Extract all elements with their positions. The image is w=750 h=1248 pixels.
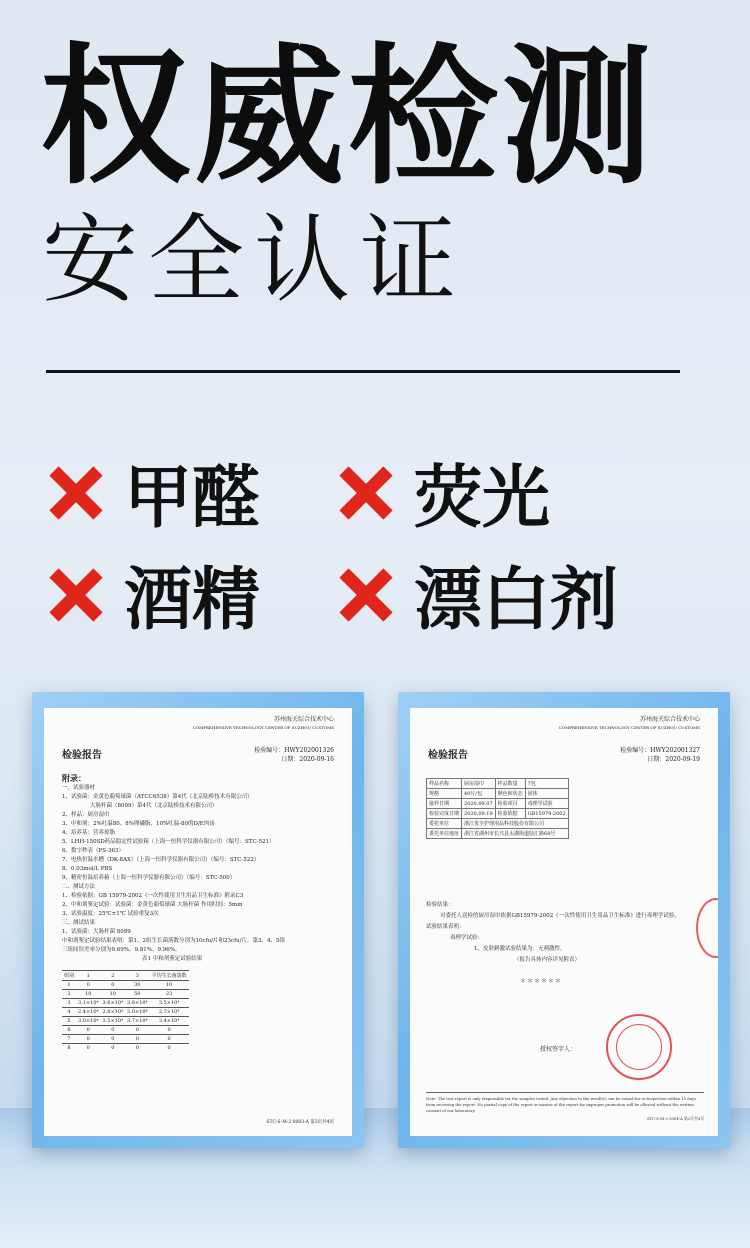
official-seal-icon bbox=[606, 1014, 672, 1080]
table-row bbox=[427, 829, 569, 839]
report-footer: STC-S-M-2 0003-A 第3页共4页 bbox=[266, 1120, 334, 1125]
divider-line bbox=[46, 370, 680, 373]
report-line: 7、电热恒温水槽（DK-8AX）（上海一恒科学仪器有限公司）（编号：STC-522） bbox=[62, 857, 260, 863]
report-number: 检验编号：HWY202001326 bbox=[254, 747, 334, 754]
table-header: 1 bbox=[76, 971, 101, 981]
table-cell: 2.7×10⁴ bbox=[150, 1008, 189, 1017]
table-cell: 2 bbox=[62, 990, 76, 999]
report-line: 试验结果表明： bbox=[426, 924, 465, 930]
table-cell: 8 bbox=[62, 1044, 76, 1053]
table-cell: 毒理学试验 bbox=[525, 799, 568, 809]
appendix-heading: 附录： bbox=[62, 773, 86, 783]
table-cell: 50 bbox=[125, 990, 150, 999]
end-marker: ＊＊＊＊＊＊ bbox=[520, 978, 563, 985]
result-table bbox=[62, 970, 189, 1052]
report-body bbox=[62, 772, 336, 964]
table-cell: 0 bbox=[101, 981, 126, 990]
report-line: 一、试验器材 bbox=[62, 785, 96, 791]
disclaimer-text: Note: The test report is only responsible for the samples tested. Any objection to the result(s) can be raised for re-inspection within 15 days from receiving the report. No partial copy of the report or misuse of the report for improper promotion will be allowed without the written consent of our laboratory. bbox=[426, 1096, 697, 1113]
report-line: 8、0.03mol/L PBS bbox=[62, 866, 113, 872]
report-line: 1、检验依据：GB 15979-2002《一次性使用卫生用品卫生标准》附录C3 bbox=[62, 893, 244, 899]
feature-label: 甲醛 bbox=[124, 459, 261, 538]
feature-label: 酒精 bbox=[124, 561, 261, 640]
table-cell: 颜色和状态 bbox=[495, 789, 525, 799]
cross-icon bbox=[334, 461, 398, 525]
table-cell: 0 bbox=[76, 981, 101, 990]
org-header bbox=[559, 716, 700, 732]
disclaimer bbox=[426, 1092, 704, 1122]
table-row bbox=[62, 1035, 189, 1044]
org-name-cn: 苏州海关综合技术中心 bbox=[639, 716, 700, 723]
report-line: （报告具体内容详见附表） bbox=[514, 957, 581, 963]
table-cell: 3.7×10⁴ bbox=[127, 1018, 148, 1024]
report-frame-left bbox=[32, 692, 364, 1148]
table-row bbox=[427, 809, 569, 819]
table-cell: 3.0×10⁴ bbox=[78, 1018, 99, 1024]
table-cell: 样品名称 bbox=[427, 779, 462, 789]
table-cell: 0 bbox=[76, 1035, 101, 1044]
table-cell: 3.6×10⁴ bbox=[102, 1000, 124, 1006]
table-cell: 检验完成日期 bbox=[427, 809, 462, 819]
report-line: 对委托人送检的厨房湿巾依据GB15979-2002《一次性使用卫生用品卫生标准》进行毒理学试验。 bbox=[440, 913, 680, 919]
report-line: 中和剂鉴定试验结果表明：第1、2组生长菌落数分别为10cfu/片和23cfu/片，第3、4、5组 bbox=[62, 938, 286, 944]
table-cell: 0 bbox=[125, 1044, 150, 1053]
table-cell: 3.1×10⁴ bbox=[78, 1000, 99, 1006]
feature-item bbox=[334, 444, 550, 541]
table-cell: 0 bbox=[150, 1035, 189, 1044]
report-line: 5、LHH-150SD药品稳定性试验箱（上海一恒科学仪器有限公司）（编号：STC-521） bbox=[62, 839, 275, 845]
table-row bbox=[62, 981, 189, 990]
org-header bbox=[193, 716, 334, 732]
table-cell: 2020.09.07 bbox=[462, 799, 496, 809]
table-cell: 30 bbox=[125, 981, 150, 990]
table-cell: 0 bbox=[150, 1044, 189, 1053]
org-name-cn: 苏州海关综合技术中心 bbox=[273, 716, 334, 723]
table-cell: 0 bbox=[101, 1044, 126, 1053]
table-cell: 委托单位 bbox=[427, 819, 462, 829]
report-line: 2、样品：厨房湿巾 bbox=[62, 812, 110, 818]
table-cell: 23 bbox=[150, 990, 189, 999]
report-line: 毒理学试验： bbox=[450, 935, 484, 941]
feature-item bbox=[44, 546, 260, 643]
sample-info-table bbox=[426, 778, 569, 839]
table-cell: 10 bbox=[150, 981, 189, 990]
table-cell: 检验项目 bbox=[495, 799, 525, 809]
table-row bbox=[427, 799, 569, 809]
report-line: 6、数字秒表（PS-363） bbox=[62, 848, 125, 854]
table-row bbox=[62, 1017, 189, 1026]
table-header: 2 bbox=[101, 971, 126, 981]
table-header: 平均生长菌落数 bbox=[150, 971, 189, 981]
report-body bbox=[426, 900, 708, 966]
report-footer: STC-S-M-2 0004-A 第2页共4页 bbox=[646, 1116, 704, 1121]
headline-title: 权威检测 bbox=[40, 31, 657, 205]
report-line: 三组间误差率分别为9.69%、9.81%、9.96%。 bbox=[62, 947, 181, 953]
table-cell: GB15979-2002 bbox=[525, 809, 568, 819]
table-cell: 2.4×10⁴ bbox=[78, 1009, 99, 1015]
report-document-right bbox=[410, 708, 718, 1136]
report-line: 1、皮肤刺激试验结果为：无刺激性。 bbox=[474, 946, 566, 952]
report-line: 1、试验菌：金黄色葡萄球菌（ATCC6538）第4代（北京陆桥技术有限公司） bbox=[62, 794, 253, 800]
table-cell: 0 bbox=[125, 1035, 150, 1044]
table-cell: 10 bbox=[76, 990, 101, 999]
table-cell: 3 bbox=[62, 999, 76, 1008]
table-cell: 7包 bbox=[525, 779, 568, 789]
table-cell: 1 bbox=[62, 981, 76, 990]
table-cell: 5 bbox=[62, 1017, 76, 1026]
table-cell: 7 bbox=[62, 1035, 76, 1044]
report-line: 二、测试方法 bbox=[62, 884, 96, 890]
table-cell: 厨房湿巾 bbox=[462, 779, 496, 789]
report-number: 检验编号：HWY202001327 bbox=[620, 747, 700, 754]
table-row bbox=[62, 1008, 189, 1017]
table-cell: 规格 bbox=[427, 789, 462, 799]
table-row bbox=[62, 1026, 189, 1035]
report-line: 9、精密恒温培养箱（上海一恒科学仪器有限公司）（编号：STC-500） bbox=[62, 875, 236, 881]
table-cell: 40片/包 bbox=[462, 789, 496, 799]
report-line: 表1 中和剂鉴定试验结果 bbox=[142, 956, 203, 962]
table-row bbox=[62, 990, 189, 999]
headline-subtitle: 安全认证 bbox=[42, 204, 466, 316]
table-cell: 4 bbox=[62, 1008, 76, 1017]
table-cell: 3.5×10⁴ bbox=[102, 1018, 124, 1024]
feature-label: 荧光 bbox=[414, 459, 551, 538]
table-row bbox=[427, 819, 569, 829]
table-cell: 0 bbox=[101, 1026, 126, 1035]
report-line: 4、培养基：营养琼脂 bbox=[62, 830, 115, 836]
table-row bbox=[62, 1044, 189, 1053]
table-cell: 检验依据 bbox=[495, 809, 525, 819]
table-cell: 0 bbox=[101, 1035, 126, 1044]
report-title: 检验报告 bbox=[62, 750, 102, 761]
report-title: 检验报告 bbox=[428, 750, 468, 761]
report-date: 日期：2020-09-19 bbox=[647, 756, 700, 763]
table-cell: 2.8×10⁴ bbox=[102, 1009, 124, 1015]
table-header: 组别 bbox=[62, 971, 76, 981]
table-cell: 固体 bbox=[525, 789, 568, 799]
report-document-left bbox=[44, 708, 352, 1136]
report-date: 日期：2020-09-16 bbox=[281, 756, 334, 763]
feature-item bbox=[334, 546, 618, 643]
report-line: 2、中和剂鉴定试验：试验菌：金黄色葡萄球菌 大肠杆菌 作用时间：5min bbox=[62, 902, 243, 908]
table-header: 3 bbox=[125, 971, 150, 981]
table-row bbox=[427, 779, 569, 789]
table-cell: 浙江优全护理用品科技股份有限公司 bbox=[462, 819, 569, 829]
table-cell: 3.4×10⁴ bbox=[150, 1017, 189, 1026]
table-cell: 6 bbox=[62, 1026, 76, 1035]
report-line: 3、试验温度：25℃±1℃ 试验重复3次 bbox=[62, 911, 159, 917]
table-cell: 3.0×10⁴ bbox=[127, 1009, 148, 1015]
report-meta bbox=[620, 746, 700, 764]
table-cell: 0 bbox=[150, 1026, 189, 1035]
cross-icon bbox=[44, 461, 108, 525]
org-name-en: COMPREHENSIVE TECHNOLOGY CENTER OF SUZHOU CUSTOMS bbox=[558, 725, 700, 730]
table-row bbox=[62, 999, 189, 1008]
report-line: 三、测试结果 bbox=[62, 920, 96, 926]
org-name-en: COMPREHENSIVE TECHNOLOGY CENTER OF SUZHOU CUSTOMS bbox=[192, 725, 334, 730]
report-meta bbox=[254, 746, 334, 764]
report-frame-right bbox=[398, 692, 730, 1148]
table-cell: 样品数量 bbox=[495, 779, 525, 789]
report-line: 大肠杆菌（8099）第4代（北京陆桥技术有限公司） bbox=[90, 803, 218, 809]
report-line: 1、试验菌：大肠杆菌 8099 bbox=[62, 929, 131, 935]
feature-label: 漂白剂 bbox=[414, 561, 619, 640]
table-row bbox=[427, 789, 569, 799]
table-cell: 委托单位地址 bbox=[427, 829, 462, 839]
table-cell: 0 bbox=[76, 1044, 101, 1053]
report-line: 检验结果： bbox=[426, 902, 454, 908]
table-cell: 接样日期 bbox=[427, 799, 462, 809]
table-cell: 0 bbox=[125, 1026, 150, 1035]
table-cell: 10 bbox=[101, 990, 126, 999]
cross-icon bbox=[334, 563, 398, 627]
feature-item bbox=[44, 444, 260, 541]
table-cell: 2020.09.19 bbox=[462, 809, 496, 819]
authorized-signer: 授权签字人： bbox=[540, 1046, 577, 1053]
table-cell: 3.8×10⁴ bbox=[127, 1000, 148, 1006]
cross-icon bbox=[44, 563, 108, 627]
table-cell: 0 bbox=[76, 1026, 101, 1035]
report-line: 3、中和剂：2%吐温80、8%卵磷脂、10%吐温-80的D/E肉汤 bbox=[62, 821, 215, 827]
table-cell: 3.5×10⁴ bbox=[150, 999, 189, 1008]
table-cell: 浙江省湖州市长兴县太湖街道陆汇路68号 bbox=[462, 829, 569, 839]
